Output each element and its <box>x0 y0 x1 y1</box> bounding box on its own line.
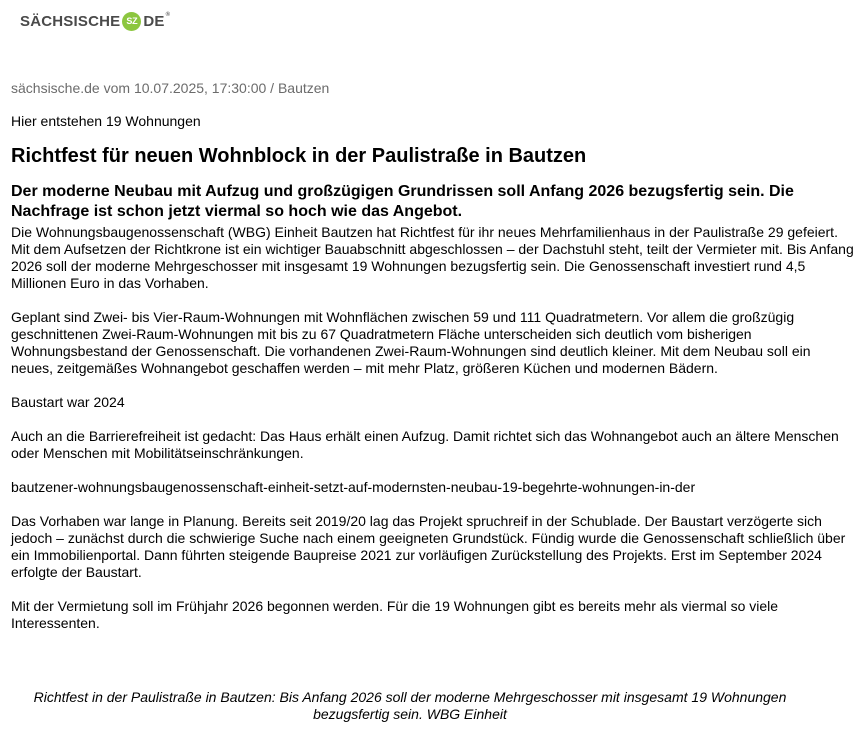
logo-left-text: SÄCHSISCHE <box>20 12 121 30</box>
article-headline: Richtfest für neuen Wohnblock in der Paulistraße in Bautzen <box>11 145 587 167</box>
body-paragraph: Das Vorhaben war lange in Planung. Bereits seit 2019/20 lag das Projekt spruchreif in der Schublade. Der Baustart verzögerte sich jedoch – zunächst durch die schwierige Suche nach einem geeigneten Grundstück. Fündig wurde die Genossenschaft schließlich über ein Immobilienportal. Dann führten steigende Baupreise 2021 zur vorläufigen Zurückstellung des Projekts. Erst im September 2024 erfolgte der Baustart. <box>11 513 846 580</box>
article-body <box>11 224 856 649</box>
site-logo[interactable] <box>20 10 170 32</box>
body-paragraph: Die Wohnungsbaugenossenschaft (WBG) Einheit Bautzen hat Richtfest für ihr neues Mehrfamilienhaus in der Paulistraße 29 gefeiert. Mit dem Aufsetzen der Richtkrone ist ein wichtiger Bauabschnitt abgeschlossen – der Dachstuhl steht, teilt der Vermieter mit. Bis Anfang 2026 soll der moderne Mehrgeschosser mit insgesamt 19 Wohnungen bezugsfertig sein. Die Genossenschaft investiert rund 4,5 Millionen Euro in das Vorhaben. <box>11 224 854 291</box>
body-paragraph: Mit der Vermietung soll im Frühjahr 2026 begonnen werden. Für die 19 Wohnungen gibt es bereits mehr als viermal so viele Interessenten. <box>11 598 779 631</box>
related-article-slug: bautzener-wohnungsbaugenossenschaft-einheit-setzt-auf-modernsten-neubau-19-begehrte-wohnungen-in-der <box>11 479 696 495</box>
body-paragraph: Geplant sind Zwei- bis Vier-Raum-Wohnungen mit Wohnflächen zwischen 59 und 111 Quadratmetern. Vor allem die großzügig geschnittenen Zwei-Raum-Wohnungen mit bis zu 67 Quadratmetern Fläche unterscheiden sich deutlich vom bisherigen Wohnungsbestand der Genossenschaft. Die vorhandenen Zwei-Raum-Wohnungen sind deutlich kleiner. Mit dem Neubau soll ein neues, zeitgemäßes Wohnangebot geschaffen werden – mit mehr Platz, größeren Küchen und modernen Bädern. <box>11 309 811 376</box>
article-lead: Der moderne Neubau mit Aufzug und großzügigen Grundrissen soll Anfang 2026 bezugsfertig sein. Die Nachfrage ist schon jetzt viermal so hoch wie das Angebot. <box>11 183 794 220</box>
image-caption: Richtfest in der Paulistraße in Bautzen: Bis Anfang 2026 soll der moderne Mehrgeschosser mit insgesamt 19 Wohnungen bezugsfertig sein. WBG Einheit <box>33 689 787 722</box>
article-meta: sächsische.de vom 10.07.2025, 17:30:00 / Bautzen <box>11 80 330 96</box>
body-subheading: Baustart war 2024 <box>11 394 125 410</box>
logo-right-text: DE <box>143 12 165 30</box>
article-kicker: Hier entstehen 19 Wohnungen <box>11 113 201 129</box>
logo-registered-mark: ® <box>165 12 171 18</box>
logo-sz-badge-icon: SZ <box>122 12 141 31</box>
body-paragraph: Auch an die Barrierefreiheit ist gedacht: Das Haus erhält einen Aufzug. Damit richtet sich das Wohnangebot auch an ältere Menschen oder Menschen mit Mobilitätseinschränkungen. <box>11 428 839 461</box>
